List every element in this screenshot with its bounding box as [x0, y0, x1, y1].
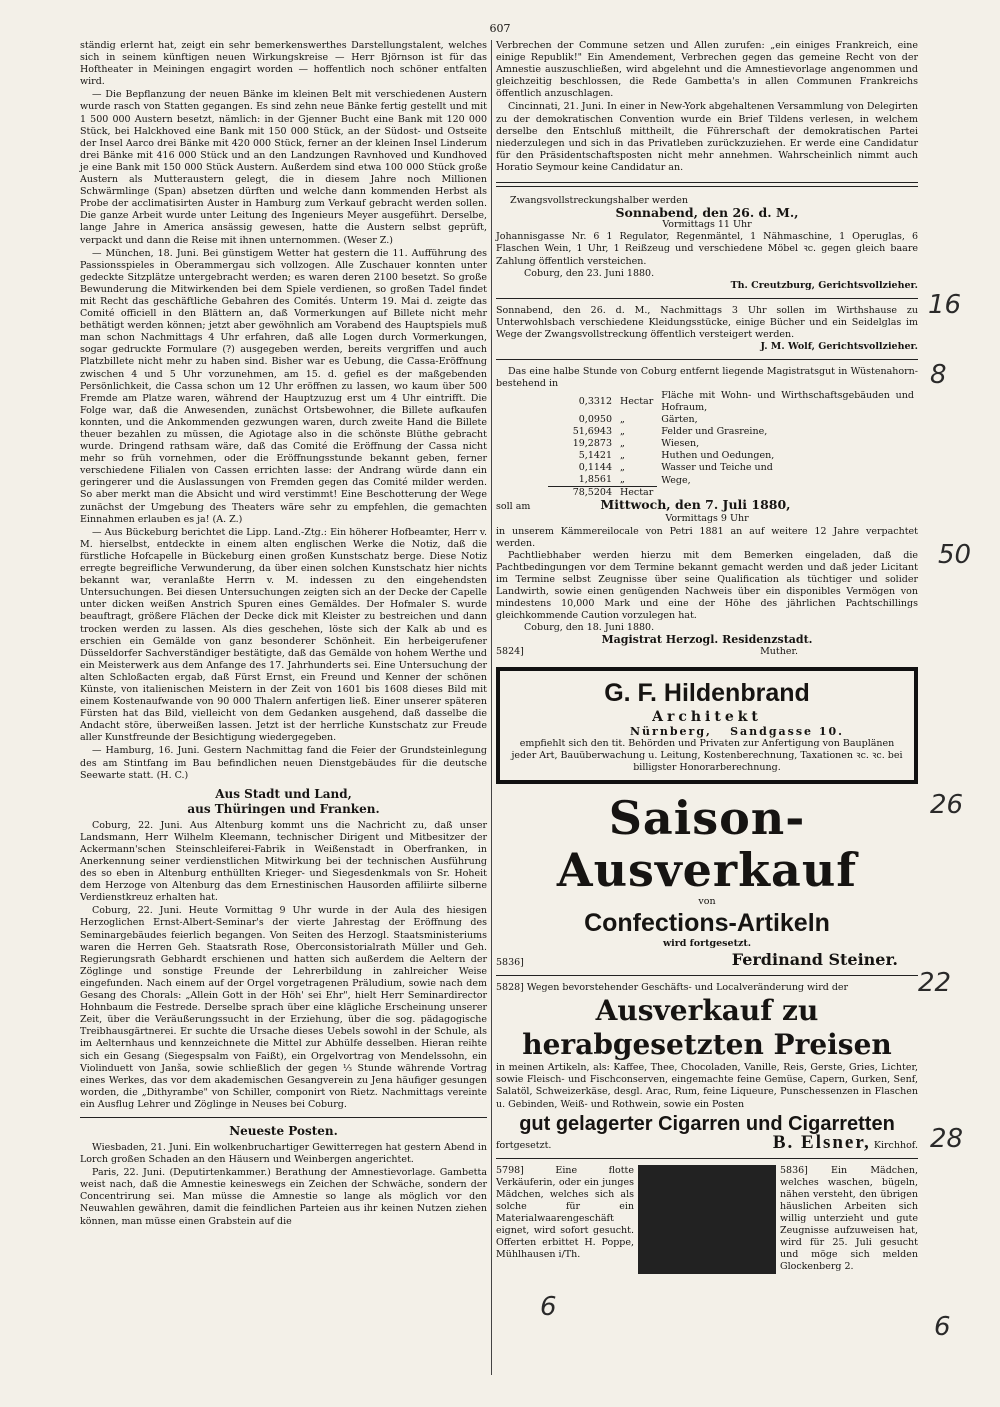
article-hamburg: — Hamburg, 16. Juni. Gestern Nachmittag fand die Feier der Grundsteinlegung des am Stintfang im Bau befindlichen neuen Dienstgebäudes für die deutsche Seewarte statt. (H. C.): [80, 745, 487, 781]
saison-title: Saison-Ausverkauf: [556, 790, 858, 897]
ad-maedchen: 5836] Ein Mädchen, welches waschen, bügeln, nähen versteht, den übrigen häuslichen Arbeiten sich willig unterzieht und gute Zeugnisse aufzuweisen hat, wird für 25. Juli gesucht und möge sich melden Glockenberg 2.: [780, 1164, 918, 1273]
left-column: [80, 40, 487, 1229]
ad3-area-unit: „: [620, 414, 625, 426]
ad3-area-num: 0,3312: [578, 396, 612, 408]
pencil-note-f: 28: [930, 1124, 964, 1154]
ad3-area-row: [548, 462, 918, 474]
ad3-area-desc: Gärten,: [661, 414, 698, 426]
article-wiesbaden: Wiesbaden, 21. Juni. Ein wolkenbruchartiger Gewitterregen hat gestern Abend in Lorch großen Schaden an den Häusern und Weinbergen angerichtet.: [80, 1141, 487, 1166]
article-austern: — Die Bepflanzung der neuen Bänke im kleinen Belt mit verschiedenen Austern wurde rasch von Statten gegangen. Es sind zehn neue Bänke fertig gestellt und mit 1 500 000 Austern besetzt, nämlich: in der Gjenner Bucht eine Bank mit 120 000 Stück, bei Halckhoved eine Bank mit 150 000 Stück, an der Südost- und Ostseite der Insel Aarco drei Bänke mit 420 000 Stück, ferner an der kleinen Insel Linderum drei Bänke mit 416 000 Stück und an den Landzungen Ravnhoved und Kundhoved je eine Bank mit 150 000 Stück Austern. Außerdem sind etwa 100 000 Stück große Austern als Mutteraustern gelegt, die in diesem Jahre noch Millionen Schwärmlinge (Span) absetzen dürften und welche dann kommenden Herbst als Probe der acclimatisirten Auster in Hamburg zum Verkauf gebracht werden sollen. Die ganze Arbeit wurde unter Leitung des Ingenieurs Meyer ausgeführt. Derselbe, lange Jahre in America ansässig gewesen, hatte die Austern selbst geprüft, verpackt und dann die Reise mit ihnen unternommen. (Weser Z.): [80, 89, 487, 246]
elsner-title: Ausverkauf zu herabgesetzten Preisen: [522, 994, 892, 1062]
small-ads: [496, 1165, 918, 1274]
ad3-intro: Das eine halbe Stunde von Coburg entfernt liegende Magistratsgut in Wüstenahorn- bestehend in: [496, 366, 918, 390]
ad3-area-row: [548, 414, 918, 426]
pencil-note-h: 6: [934, 1312, 951, 1342]
saison-code: 5836]: [496, 957, 524, 969]
article-coburg-2: Coburg, 22. Juni. Heute Vormittag 9 Uhr wurde in der Aula des hiesigen Herzoglichen Ernst-Albert-Seminar's der vierte Jahrestag der Eröffnung des Seminargebäudes feierlich begangen. Von Seiten des Herzogl. Staatsministeriums waren die Herren Geh. Staatsrath Rose, Oberconsistorialrath Müller und Geh. Regierungsrath Gebhardt erschienen und hatten sich außerdem die Aeltern der Zöglinge und sonstige Freunde der Lehrerbildung in zahlreicher Weise eingefunden. Nach einem auf der Orgel vorgetragenen Präludium, sowie nach dem Gesang des Chorals: „Allein Gott in der Höh' sei Ehr", hielt Herr Seminardirector Hohnbaum die Festrede. Derselbe sprach über eine klägliche Erscheinung unserer Zeit, über die Veräußerungssucht in der Erziehung, über die sog. pädagogische Treibhausgärtnerei. Er suchte die Ursache dieses Uebels sowohl in der Schule, als im Aelternhaus und kennzeichnete die Mittel zur Abhülfe desselben. Hieran reihte sich ein Gesang (Siegespsalm von Faißt), ein Orgelvortrag von Mendelssohn, ein Violinduett von Janša, sowie schließlich der gegen ⅓ Stunde währende Vortrag eines Werkes, das vor dem akademischen Gesangverein zu Jena häufiger gesungen worden, die „Dithyrambe" von Schiller, componirt von Rietz. Nachmittags vereinte ein Ausflug Lehrer und Zöglinge in Neuses bei Coburg.: [80, 905, 487, 1110]
ad3-area-desc: Wasser und Teiche und: [661, 462, 773, 474]
ad3-area-unit: „: [620, 462, 625, 474]
section-heading-thueringen: aus Thüringen und Franken.: [187, 801, 380, 816]
pencil-note-a: 16: [928, 290, 962, 320]
ad3-area-num: 0,0950: [578, 414, 612, 426]
section-heading-stadt-land: Aus Stadt und Land,: [215, 786, 352, 801]
ad3-signature-name: Muther.: [760, 646, 798, 658]
ad3-area-num: 1,8561: [578, 474, 612, 486]
ad-hildenbrand: [496, 667, 918, 784]
article-paris: Paris, 22. Juni. (Deputirtenkammer.) Berathung der Amnestievorlage. Gambetta weist nach, daß die Amnestie keineswegs ein Zeichen der Schwäche, sondern der Concentrirung sei. Man müsse die Amnestie so lange als möglich vor den Neuwahlen gewähren, damit die feindlichen Parteien aus ihr keinen Nutzen ziehen können, man müsse einen Grabstein auf die: [80, 1167, 487, 1227]
article-theater: ständig erlernt hat, zeigt ein sehr bemerkenswerthes Darstellungstalent, welches sich in seinem künftigen neuen Wirkungskreise — Herr Björnson ist für das Hoftheater in Meiningen engagirt worden — hoffentlich noch schöner entfalten wird.: [80, 40, 487, 88]
ad3-area-table: [548, 390, 918, 499]
ad3-area-unit: „: [620, 426, 625, 438]
ad-saison-ausverkauf: [496, 792, 918, 969]
ad3-time: Vormittags 9 Uhr: [665, 513, 749, 525]
elsner-kirchhof: Kirchhof.: [873, 1139, 918, 1151]
section-heading-neueste-posten: Neueste Posten.: [229, 1123, 338, 1138]
ad-zwangsvollstreckung-1: [496, 195, 918, 292]
ad-verkaeuferin: 5798] Eine flotte Verkäuferin, oder ein junges Mädchen, welches sich als solche für ein Materialwaarengeschäft eignet, wird sofort gesucht. Offerten erbittet H. Poppe, Mühlhausen i/Th.: [496, 1164, 634, 1261]
ad2-signature: J. M. Wolf, Gerichtsvollzieher.: [760, 341, 918, 353]
ad3-area-row: [548, 474, 918, 487]
article-coburg-1: Coburg, 22. Juni. Aus Altenburg kommt uns die Nachricht zu, daß unser Landsmann, Herr Wilhelm Kleemann, technischer Dirigent und Mitbesitzer der Ackermann'schen Steinschleiferei-Fabrik in Weißenstadt in Oberfranken, in Anerkennung seiner verdienstlichen Mitwirkung bei der technischen Ausführung des so eben in Altenburg enthüllten Krieger- und Siegesdenkmals von Sr. Hoheit dem Herzoge von Altenburg das dem Ernestinischen Hausorden affiliirte silberne Verdienstkreuz erhalten hat.: [80, 819, 487, 904]
ad3-area-row: [548, 438, 918, 450]
hildenbrand-body: empfiehlt sich den tit. Behörden und Privaten zur Anfertigung von Bauplänen jeder Art, Bauüberwachung u. Leitung, Kostenberechnung, Taxationen ꝛc. ꝛc. bei billigster Honorarberechnung.: [511, 737, 903, 773]
elsner-name: B. Elsner,: [772, 1131, 871, 1153]
ad-rule: [496, 1158, 918, 1159]
ad3-soll: soll am: [496, 501, 531, 513]
ad3-area-unit: „: [620, 450, 625, 462]
ad3-area-num: 51,6943: [572, 426, 612, 438]
ad3-area-desc: Felder und Grasreine,: [661, 426, 768, 438]
hildenbrand-name: G. F. Hildenbrand: [604, 678, 810, 707]
hildenbrand-city: Nürnberg,: [630, 724, 712, 738]
ad-elsner: [496, 982, 918, 1152]
ad3-area-desc: Wege,: [661, 474, 691, 486]
section-rule: [496, 182, 918, 187]
saison-von: von: [698, 895, 716, 907]
ad3-body1: in unserem Kämmereilocale von Petri 1881 an auf weitere 12 Jahre verpachtet werden.: [496, 525, 918, 549]
ad3-area-unit: Hectar: [620, 396, 654, 408]
ad1-intro: Zwangsvollstreckungshalber werden: [510, 195, 688, 207]
ad-magistratsgut: [496, 366, 918, 658]
ad3-area-desc: Fläche mit Wohn- und Wirthschaftsgebäuden und Hofraum,: [661, 390, 914, 414]
pencil-note-e: 22: [918, 968, 952, 998]
ad2-body: Sonnabend, den 26. d. M., Nachmittags 3 Uhr sollen im Wirthshause zu Unterwohlsbach verschiedene Kleidungsstücke, einige Bücher und ein Seidelglas im Wege der Zwangsvollstreckung öffentlich versteigert werden.: [496, 304, 918, 340]
ad3-area-row: [548, 450, 918, 462]
saison-steiner: Ferdinand Steiner.: [731, 950, 898, 970]
article-paris-cont: Verbrechen der Commune setzen und Allen zurufen: „ein einiges Frankreich, eine einige Republik!" Ein Amendement, Verbrechen gegen das gemeine Recht von der Amnestie auszuschließen, wird abgelehnt und die Amnestievorlage angenommen und gleichzeitig beschlossen, die Rede Gambetta's in allen Communen Frankreichs öffentlich anzuschlagen.: [496, 40, 918, 100]
ad3-area-desc: Huthen und Oedungen,: [661, 450, 775, 462]
ad3-place: Coburg, den 18. Juni 1880.: [524, 622, 655, 634]
ad1-signature: Th. Creutzburg, Gerichtsvollzieher.: [730, 279, 918, 291]
elsner-intro: 5828] Wegen bevorstehender Geschäfts- und Localveränderung wird der: [496, 982, 849, 994]
hildenbrand-title: Architekt: [652, 708, 762, 725]
ad3-body2: Pachtliebhaber werden hierzu mit dem Bemerken eingeladen, daß die Pachtbedingungen vor dem Termine bekannt gemacht werden und daß jeder Licitant im Termine selbst Zeugnisse über seine Qualification als tüchtiger und solider Landwirth, sowie einen genügenden Nachweis über ein disponibles Vermögen von mindestens 10,000 Mark und eine der Höhe des jährlichen Pachtschillings gleichkommende Caution vorzulegen hat.: [496, 549, 918, 622]
ad1-time: Vormittags 11 Uhr: [662, 219, 752, 231]
ad1-place: Coburg, den 23. Juni 1880.: [524, 267, 655, 279]
ad3-area-unit: „: [620, 474, 625, 486]
page-number: 607: [489, 22, 511, 35]
ad-rule: [496, 975, 918, 976]
right-column: [496, 40, 918, 1274]
hildenbrand-address: Sandgasse 10.: [730, 724, 844, 738]
ad3-area-desc: Wiesen,: [661, 438, 700, 450]
article-bueckeburg: — Aus Bückeburg berichtet die Lipp. Land.-Ztg.: Ein höherer Hofbeamter, Herr v. M. hierselbst, entdeckte in einem alten englischen Werke die Notiz, daß die fürstliche Hofcapelle in Bückeburg einen großen Kunstschatz berge. Diese Notiz erregte begreifliche Verwunderung, da über einen solchen Kunstschatz hier nichts bekannt war, veranlaßte Herrn v. M. indessen zu den eingehendsten Untersuchungen. Bei diesen Untersuchungen zeigten sich an der Decke der Capelle unter dicken weißen Anstrich Spuren eines Gemäldes. Der Hofmaler S. wurde beauftragt, größere Flächen der Decke dick mit Kleister zu bestreichen und dann trocken werden zu lassen. Als dies geschehen, löste sich der Kalk ab und es erschien ein Gemälde von ganz besonderer Schönheit. Ein herbeigerufener Düsseldorfer Sachverständiger bestätigte, daß das Gemälde von hohem Werthe und ein Meisterwerk aus dem Anfange des 17. Jahrhunderts sei. Eine Untersuchung der alten Schloßacten ergab, daß Fürst Ernst, ein Freund und Kenner der schönen Künste, von italienischen Meistern in der Zeit von 1601 bis 1608 dieses Bild mit einem Kostenaufwande von 90 000 Thalern anfertigen ließ. Einer unserer späteren Fürsten hat das Bild, vielleicht von dem Gedanken ausgehend, daß dasselbe die Andacht störe, überweißen lassen. Jetzt ist der herrliche Kunstschatz zur Freude aller Kunstfreunde der Besichtigung wiedergegeben.: [80, 526, 487, 744]
saison-fortgesetzt: wird fortgesetzt.: [662, 937, 752, 949]
article-cincinnati: Cincinnati, 21. Juni. In einer in New-York abgehaltenen Versammlung von Delegirten zu der demokratischen Convention wurde ein Brief Tildens verlesen, in welchem derselbe den Entschluß mittheilt, die Führerschaft der demokratischen Partei niederzulegen und sich in das Privatleben zurückzuziehen. Er werde eine Candidatur für den Präsidentschaftsposten nicht mehr annehmen. Wahrscheinlich nimmt auch Horatio Seymour keine Candidatur an.: [496, 101, 918, 173]
elsner-fortgesetzt: fortgesetzt.: [496, 1139, 552, 1151]
column-divider: [491, 40, 492, 1375]
ad3-signature: Magistrat Herzogl. Residenzstadt.: [601, 633, 813, 647]
ad3-area-num: 0,1144: [578, 462, 612, 474]
ad-zwangsvollstreckung-2: [496, 305, 918, 353]
elsner-body: in meinen Artikeln, als: Kaffee, Thee, Chocoladen, Vanille, Reis, Gerste, Gries, Lichter, sowie Fleisch- und Fischconserven, eingemachte feine Gemüse, Capern, Gurken, Senf, Salatöl, Schweizerkäse, desgl. Arac, Rum, feine Liqueure, Punschessenzen in Flaschen u. Gebinden, Weiß- und Rothwein, sowie ein Posten: [496, 1062, 918, 1110]
ad-rule: [496, 298, 918, 299]
pencil-note-b: 8: [930, 360, 947, 390]
pencil-note-d: 26: [930, 790, 964, 820]
ad3-code: 5824]: [496, 646, 524, 658]
section-rule: [80, 1117, 487, 1118]
article-muenchen: — München, 18. Juni. Bei günstigem Wetter hat gestern die 11. Aufführung des Passionsspieles in Oberammergau sich vollzogen. Alle Zuschauer konnten unter gedeckte Sitzplätze untergebracht werden; es waren deren 2100 besetzt. So große Bewunderung die Mitwirkenden bei dem Spiele verdienen, so großen Tadel findet mit Recht das geschäftliche Gebahren des Comités. Unterm 19. Mai d. zeigte das Comité officiell in den Blättern an, daß Vormerkungen auf Billete nicht mehr bethätigt werden können; jetzt aber gewöhnlich am Vorabend des Hauptspiels muß man schon Nachmittags 4 Uhr erfahren, daß alle Logen durch Vormerkungen, sogar gedruckte Formulare (?) ausgegeben werden, bereits vergriffen und auch Platzbillete nicht mehr zu haben sind. Bisher war es Uebung, die Cassa-Eröffnung zwischen 4 und 5 Uhr vorzunehmen, am 15. d. gefiel es der maßgebenden Persönlichkeit, die Cassa schon um 12 Uhr eröffnen zu lassen, wo kaum über 500 Fremde am Platze waren, während der Hauptzuzug erst um 4 Uhr eintrifft. Die Folge war, daß die Anwesenden, zunächst Ortsbewohner, die Billete aufkaufen konnten, und die Ankommenden gezwungen waren, durch zweite Hand die Billete theuer bezahlen zu müssen, die Agiotage also in die schönste Blüthe gebracht wurde. Dringend rathsam wäre, daß das Comité die Eröffnung der Cassa nicht mehr so früh vornehmen, oder die Eröffnungsstunde bekannt geben, ferner verschiedene Filialen von Cassen errichten lasse: der Andrang würde dann ein geringerer und die Auslassungen von Fremden gegen das Comité milder werden. So aber merkt man die Absicht und wird verstimmt! Eine Beschotterung der Wege zunächst der Umgebung des Theaters wäre sehr zu empfehlen, die gemachten Einnahmen erlauben es ja! (A. Z.): [80, 247, 487, 525]
small-ads-divider: [638, 1165, 776, 1274]
ad3-area-num: 5,1421: [578, 450, 612, 462]
ad1-date: Sonnabend, den 26. d. M.,: [615, 205, 799, 221]
pencil-note-c: 50: [938, 540, 972, 570]
ad-rule: [496, 359, 918, 360]
pencil-note-g: 6: [540, 1292, 557, 1322]
ad3-area-num: 19,2873: [572, 438, 612, 450]
saison-confections: Confections-Artikeln: [584, 908, 830, 937]
ad3-total-row: 78,5204 Hectar: [548, 487, 918, 500]
elsner-cigarren: gut gelagerter Cigarren und Cigarretten: [519, 1112, 895, 1135]
ad3-area-row: [548, 426, 918, 438]
ad3-area-unit: „: [620, 438, 625, 450]
ad1-body: Johannisgasse Nr. 6 1 Regulator, Regenmäntel, 1 Nähmaschine, 1 Operuglas, 6 Flaschen Wein, 1 Uhr, 1 Reißzeug und verschiedene Möbel ꝛc. gegen gleich baare Zahlung öffentlich versteichen.: [496, 231, 918, 267]
ad3-date: Mittwoch, den 7. Juli 1880,: [600, 497, 791, 513]
ad3-area-row: [548, 390, 918, 414]
